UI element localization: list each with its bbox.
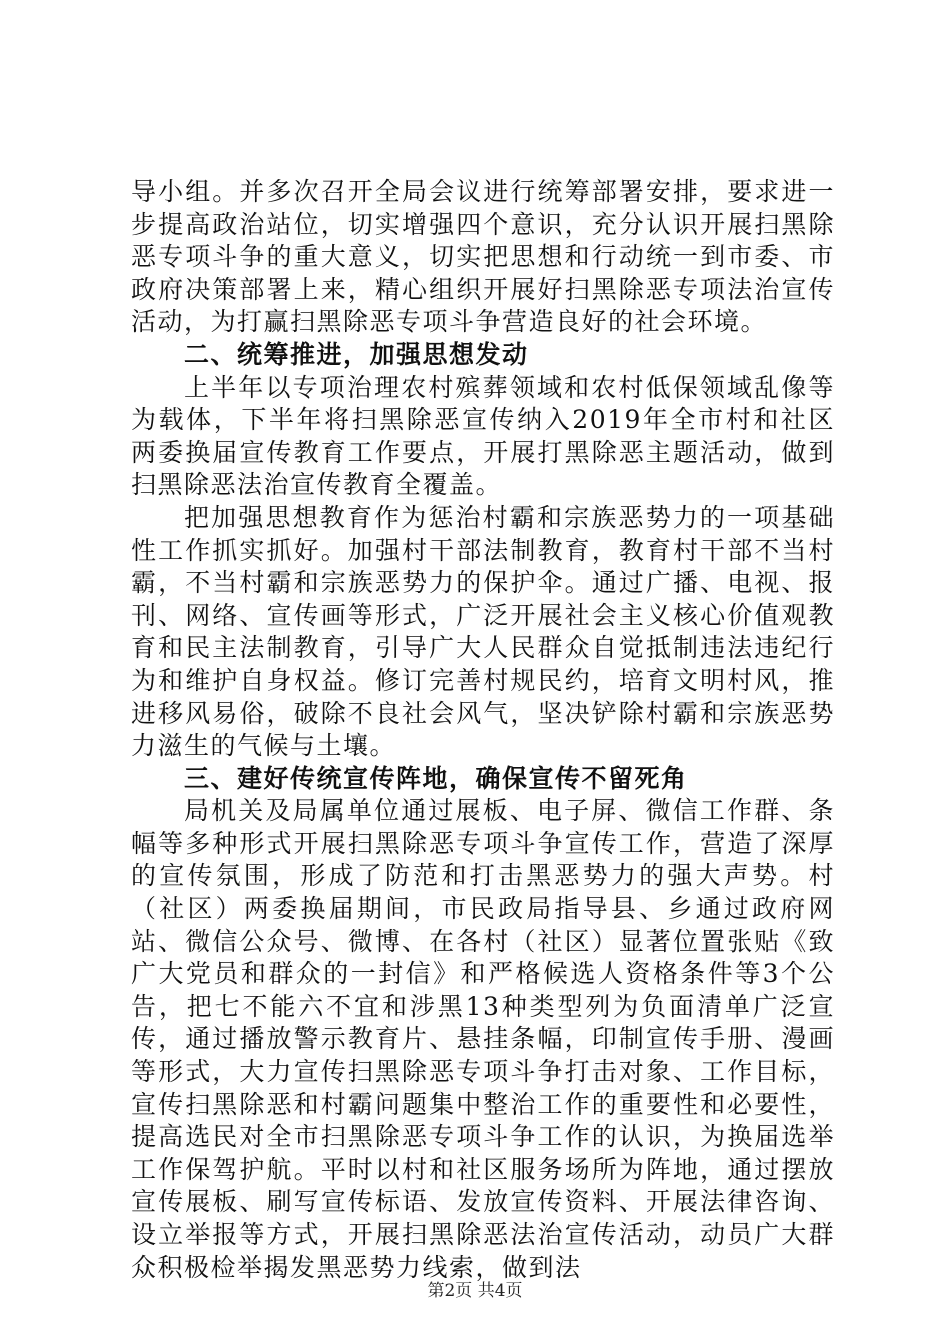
paragraph-1: 导小组。并多次召开全局会议进行统筹部署安排，要求进一步提高政治站位，切实增强四个意识，充分认识开展扫黑除恶专项斗争的重大意义，切实把思想和行动统一到市委、市政府决策部署上来，精心组织开展好扫黑除恶专项法治宣传活动，为打赢扫黑除恶专项斗争营造良好的社会环境。 (131, 177, 835, 337)
section-heading-3: 三、建好传统宣传阵地，确保宣传不留死角 (184, 763, 688, 793)
paragraph-4: 局机关及局属单位通过展板、电子屏、微信工作群、条幅等多种形式开展扫黑除恶专项斗争宣传工作，营造了深厚的宣传氛围，形成了防范和打击黑恶势力的强大声势。村（社区）两委换届期间，市民政局指导县、乡通过政府网站、微信公众号、微博、在各村（社区）显著位置张贴《致广大党员和群众的一封信》和严格候选人资格条件等3个公告，把七不能六不宜和涉黑13种类型列为负面清单广泛宣传，通过播放警示教育片、悬挂条幅，印制宣传手册、漫画等形式，大力宣传扫黑除恶专项斗争打击对象、工作目标，宣传扫黑除恶和村霸问题集中整治工作的重要性和必要性，提高选民对全市扫黑除恶专项斗争工作的认识，为换届选举工作保驾护航。平时以村和社区服务场所为阵地，通过摆放宣传展板、刷写宣传标语、发放宣传资料、开展法律咨询、设立举报等方式，开展扫黑除恶法治宣传活动，动员广大群众积极检举揭发黑恶势力线索，做到法 (131, 796, 835, 1282)
document-body (131, 176, 835, 1284)
page-number-footer: 第2页 共4页 (427, 1281, 523, 1301)
paragraph-3: 把加强思想教育作为惩治村霸和宗族恶势力的一项基础性工作抓实抓好。加强村干部法制教育，教育村干部不当村霸，不当村霸和宗族恶势力的保护伞。通过广播、电视、报刊、网络、宣传画等形式，广泛开展社会主义核心价值观教育和民主法制教育，引导广大人民群众自觉抵制违法违纪行为和维护自身权益。修订完善村规民约，培育文明村风，推进移风易俗，破除不良社会风气，坚决铲除村霸和宗族恶势力滋生的气候与土壤。 (131, 502, 835, 761)
section-heading-2: 二、统筹推进，加强思想发动 (184, 339, 529, 369)
paragraph-2: 上半年以专项治理农村殡葬领域和农村低保领域乱像等为载体，下半年将扫黑除恶宣传纳入2019年全市村和社区两委换届宣传教育工作要点，开展打黑除恶主题活动，做到扫黑除恶法治宣传教育全覆盖。 (131, 372, 835, 500)
